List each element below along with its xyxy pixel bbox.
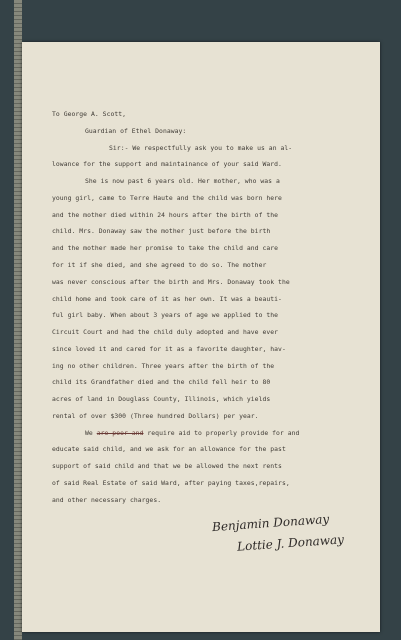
body-line: child its Grandfather died and the child fell heir to 80 bbox=[52, 378, 271, 386]
body-line: ing no other children. Three years after the birth of the bbox=[52, 362, 275, 370]
body-line: child. Mrs. Donaway saw the mother just before the birth bbox=[52, 227, 271, 235]
letter-page bbox=[22, 42, 380, 632]
body-line: She is now past 6 years old. Her mother, who was a bbox=[85, 177, 280, 185]
guardian-line: Guardian of Ethel Donaway: bbox=[85, 127, 187, 135]
line-remainder: require aid to properly provide for and bbox=[147, 429, 300, 437]
body-line: lowance for the support and maintainance of your said Ward. bbox=[52, 160, 282, 168]
body-line: and other necessary charges. bbox=[52, 496, 162, 504]
body-line: educate said child, and we ask for an allowance for the past bbox=[52, 445, 286, 453]
signature-lottie: Lottie J. Donaway bbox=[236, 532, 345, 554]
signature-benjamin: Benjamin Donaway bbox=[211, 511, 330, 535]
body-line bbox=[85, 430, 299, 437]
body-line: rental of over $300 (Three hundred Dollars) per year. bbox=[52, 412, 259, 420]
struck-text: are poor and bbox=[96, 429, 144, 437]
archive-ruler bbox=[14, 0, 22, 640]
body-line: for it if she died, and she agreed to do so. The mother bbox=[52, 261, 267, 269]
body-line: young girl, came to Terre Haute and the child was born here bbox=[52, 194, 282, 202]
body-line: of said Real Estate of said Ward, after paying taxes,repairs, bbox=[52, 479, 290, 487]
body-line: acres of land in Douglass County, Illinois, which yields bbox=[52, 395, 271, 403]
address-line: To George A. Scott, bbox=[52, 110, 127, 118]
we-word: We bbox=[85, 429, 93, 437]
body-line: since loved it and cared for it as a favorite daughter, hav- bbox=[52, 345, 286, 353]
body-line: and the mother died within 24 hours after the birth of the bbox=[52, 211, 279, 219]
body-line: Circuit Court and had the child duly adopted and have ever bbox=[52, 328, 279, 336]
body-line: ful girl baby. When about 3 years of age we applied to the bbox=[52, 311, 279, 319]
body-line: was never conscious after the birth and Mrs. Donaway took the bbox=[52, 278, 290, 286]
body-line: child home and took care of it as her own. It was a beauti- bbox=[52, 295, 282, 303]
body-line: Sir:- We respectfully ask you to make us an al- bbox=[109, 144, 293, 152]
body-line: and the mother made her promise to take the child and care bbox=[52, 244, 279, 252]
body-line: support of said child and that we be allowed the next rents bbox=[52, 462, 282, 470]
